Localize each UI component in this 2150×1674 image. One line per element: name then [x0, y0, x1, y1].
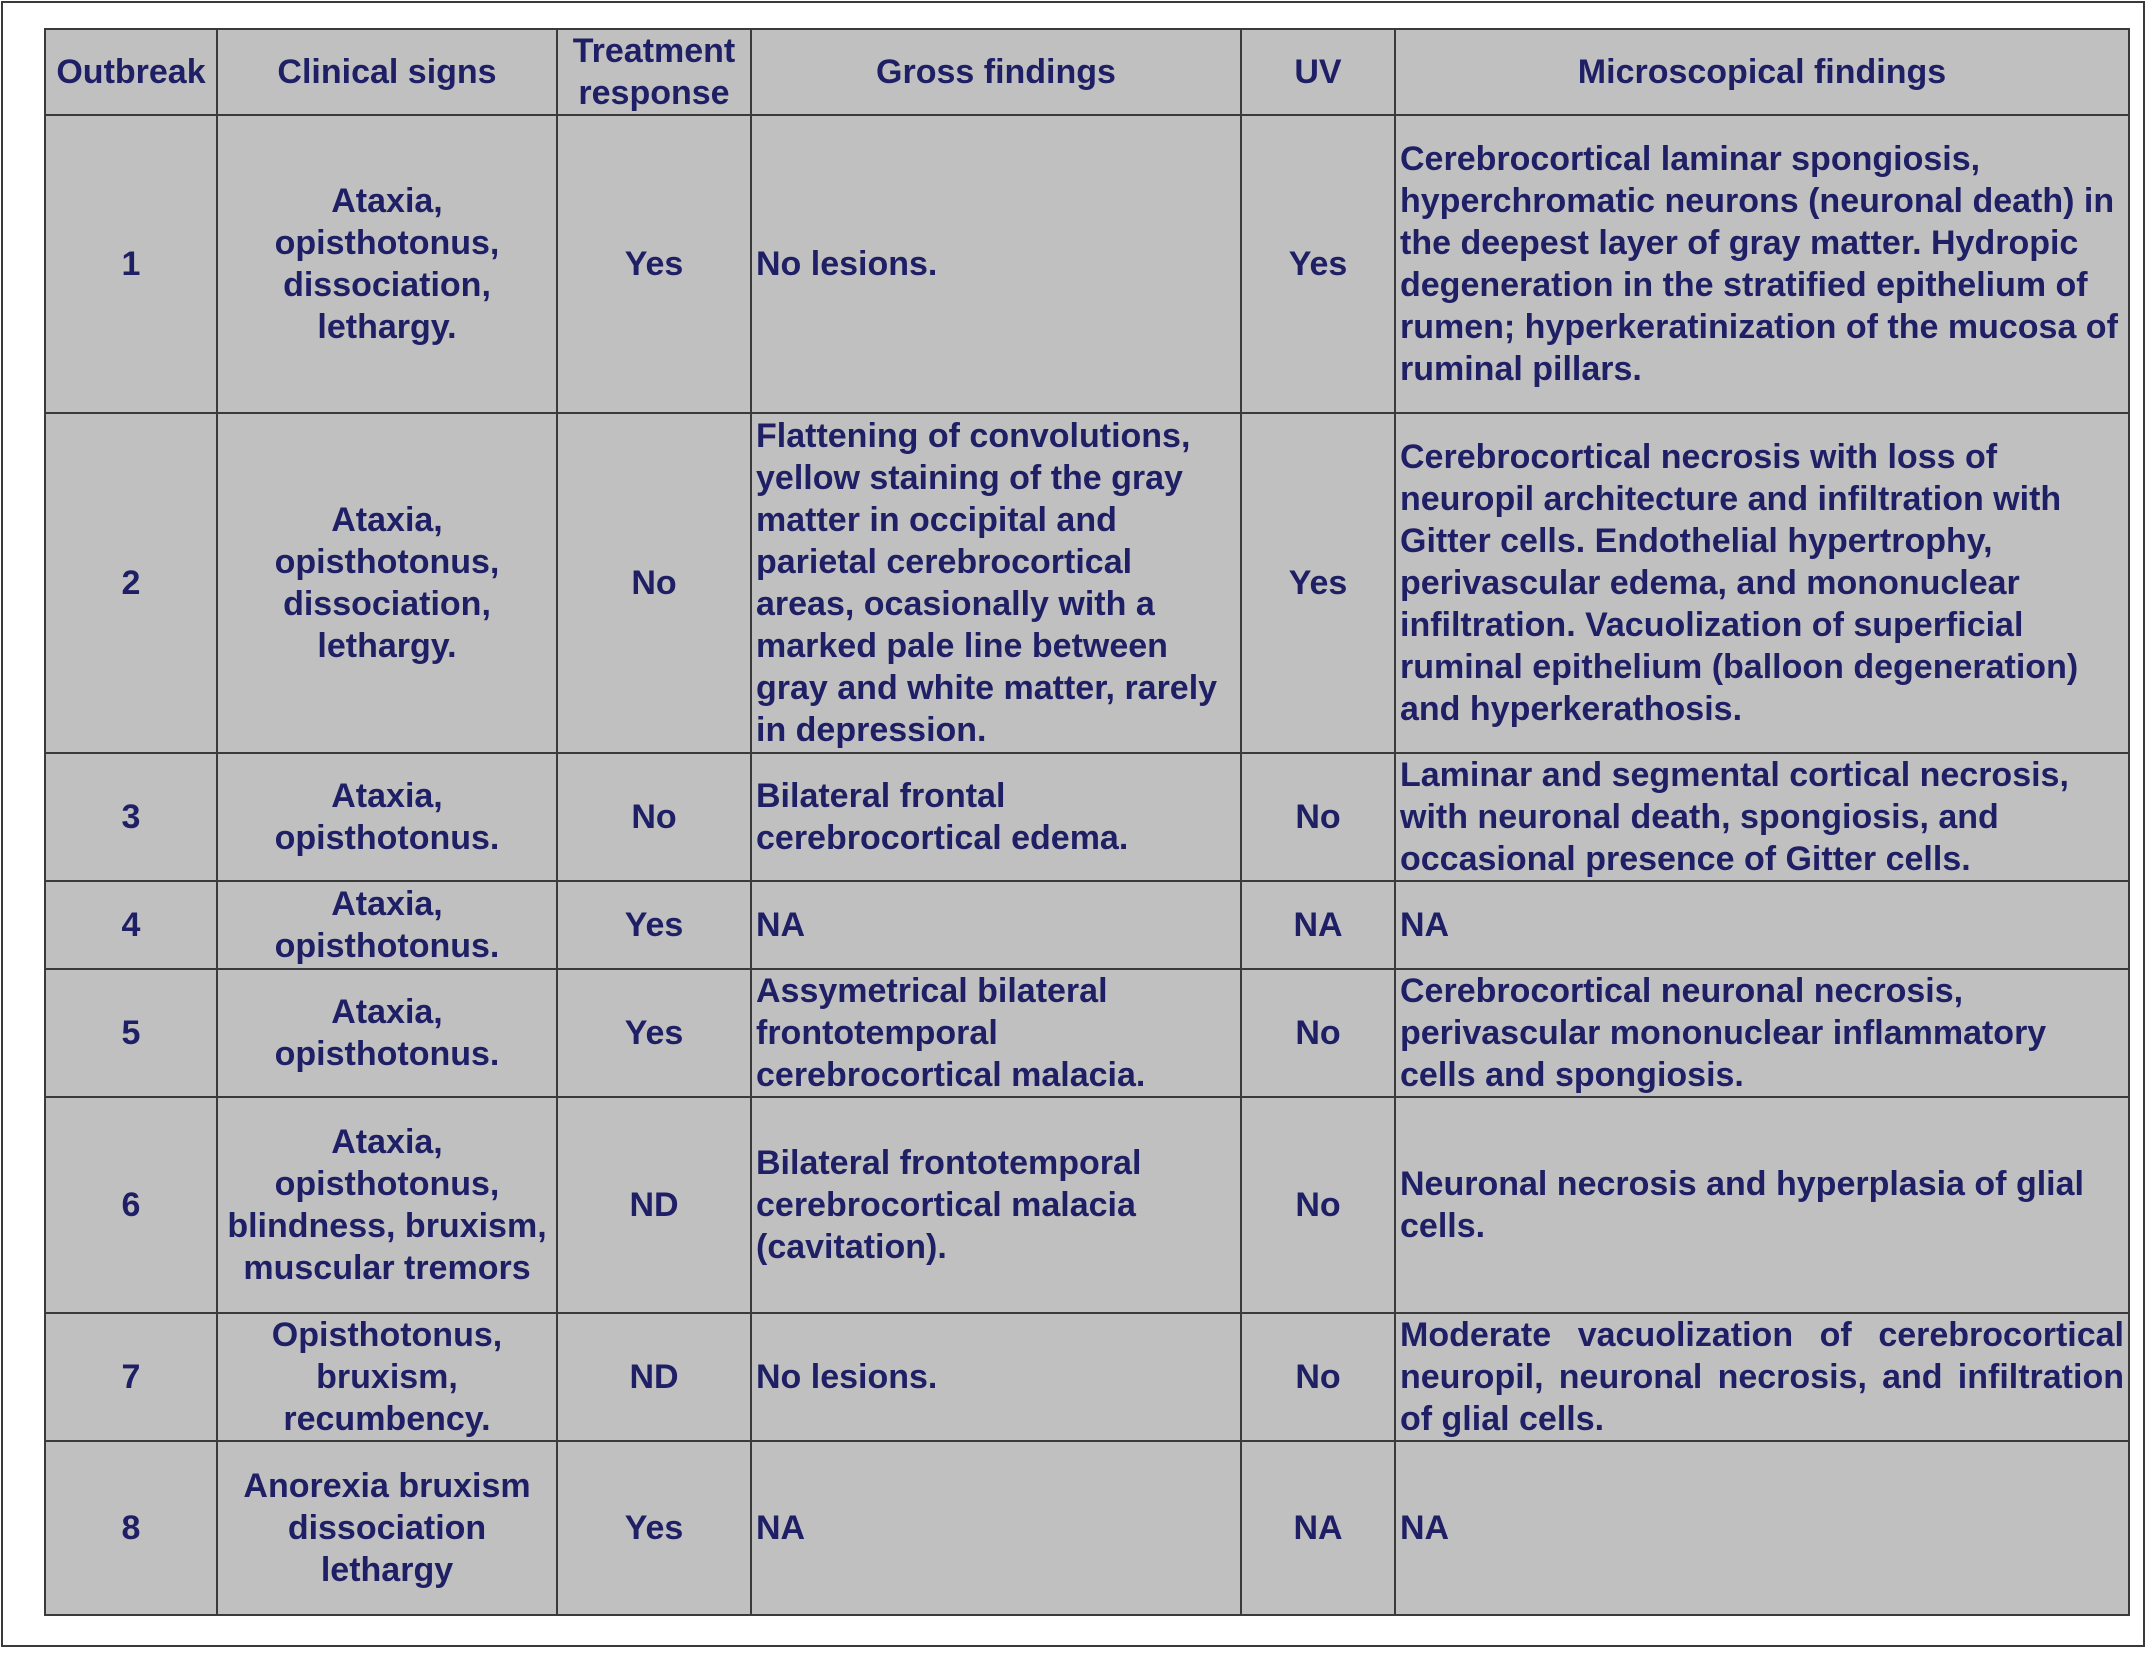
- header-outbreak: Outbreak: [45, 29, 217, 115]
- outbreak-cell: 8: [45, 1441, 217, 1615]
- uv-cell: No: [1241, 753, 1395, 881]
- table-row: [45, 1441, 2129, 1615]
- table-row: [45, 1313, 2129, 1441]
- outbreak-cell: 6: [45, 1097, 217, 1313]
- table-row: [45, 881, 2129, 969]
- outbreak-cell: 3: [45, 753, 217, 881]
- gross-findings-cell: Bilateral frontal cerebrocortical edema.: [751, 753, 1241, 881]
- microscopical-findings-cell: Cerebrocortical laminar spongiosis, hyperchromatic neurons (neuronal death) in the deepest layer of gray matter. Hydropic degeneration in the stratified epithelium of rumen; hyperkeratinization of the mucosa of ruminal pillars.: [1395, 115, 2129, 413]
- microscopical-findings-cell: Laminar and segmental cortical necrosis, with neuronal death, spongiosis, and occasional presence of Gitter cells.: [1395, 753, 2129, 881]
- gross-findings-cell: No lesions.: [751, 1313, 1241, 1441]
- clinical-signs-cell: Opisthotonus, bruxism, recumbency.: [217, 1313, 557, 1441]
- outbreak-cell: 1: [45, 115, 217, 413]
- header-gross-findings: Gross findings: [751, 29, 1241, 115]
- table-row: [45, 413, 2129, 753]
- header-treatment-response: Treatment response: [557, 29, 751, 115]
- gross-findings-cell: NA: [751, 881, 1241, 969]
- header-clinical-signs: Clinical signs: [217, 29, 557, 115]
- findings-table: [44, 28, 2130, 1616]
- outbreak-cell: 2: [45, 413, 217, 753]
- uv-cell: NA: [1241, 1441, 1395, 1615]
- table-row: [45, 969, 2129, 1097]
- clinical-signs-cell: Ataxia, opisthotonus, dissociation, lethargy.: [217, 115, 557, 413]
- microscopical-findings-cell: NA: [1395, 1441, 2129, 1615]
- header-microscopical-findings: Microscopical findings: [1395, 29, 2129, 115]
- outbreak-cell: 5: [45, 969, 217, 1097]
- gross-findings-cell: NA: [751, 1441, 1241, 1615]
- clinical-signs-cell: Ataxia, opisthotonus, dissociation, lethargy.: [217, 413, 557, 753]
- treatment-response-cell: Yes: [557, 1441, 751, 1615]
- clinical-signs-cell: Anorexia bruxism dissociation lethargy: [217, 1441, 557, 1615]
- treatment-response-cell: Yes: [557, 969, 751, 1097]
- treatment-response-cell: No: [557, 753, 751, 881]
- gross-findings-cell: Assymetrical bilateral frontotemporal cerebrocortical malacia.: [751, 969, 1241, 1097]
- uv-cell: No: [1241, 1313, 1395, 1441]
- header-uv: UV: [1241, 29, 1395, 115]
- table-row: [45, 1097, 2129, 1313]
- clinical-signs-cell: Ataxia, opisthotonus.: [217, 881, 557, 969]
- uv-cell: No: [1241, 1097, 1395, 1313]
- microscopical-findings-cell: Moderate vacuolization of cerebrocortical neuropil, neuronal necrosis, and infiltration of glial cells.: [1395, 1313, 2129, 1441]
- treatment-response-cell: ND: [557, 1313, 751, 1441]
- treatment-response-cell: ND: [557, 1097, 751, 1313]
- outbreak-cell: 4: [45, 881, 217, 969]
- gross-findings-cell: Flattening of convolutions, yellow staining of the gray matter in occipital and parietal cerebrocortical areas, ocasionally with a marked pale line between gray and white matter, rarely in depression.: [751, 413, 1241, 753]
- uv-cell: No: [1241, 969, 1395, 1097]
- treatment-response-cell: No: [557, 413, 751, 753]
- outbreak-cell: 7: [45, 1313, 217, 1441]
- microscopical-findings-cell: Neuronal necrosis and hyperplasia of glial cells.: [1395, 1097, 2129, 1313]
- clinical-signs-cell: Ataxia, opisthotonus.: [217, 969, 557, 1097]
- treatment-response-cell: Yes: [557, 881, 751, 969]
- table-row: [45, 753, 2129, 881]
- clinical-signs-cell: Ataxia, opisthotonus, blindness, bruxism, muscular tremors: [217, 1097, 557, 1313]
- uv-cell: Yes: [1241, 413, 1395, 753]
- gross-findings-cell: Bilateral frontotemporal cerebrocortical malacia (cavitation).: [751, 1097, 1241, 1313]
- uv-cell: Yes: [1241, 115, 1395, 413]
- microscopical-findings-cell: NA: [1395, 881, 2129, 969]
- microscopical-findings-cell: Cerebrocortical necrosis with loss of neuropil architecture and infiltration with Gitter cells. Endothelial hypertrophy, perivascular edema, and mononuclear infiltration. Vacuolization of superficial ruminal epithelium (balloon degeneration) and hyperkerathosis.: [1395, 413, 2129, 753]
- table-row: [45, 115, 2129, 413]
- gross-findings-cell: No lesions.: [751, 115, 1241, 413]
- microscopical-findings-cell: Cerebrocortical neuronal necrosis, perivascular mononuclear inflammatory cells and spongiosis.: [1395, 969, 2129, 1097]
- clinical-signs-cell: Ataxia, opisthotonus.: [217, 753, 557, 881]
- uv-cell: NA: [1241, 881, 1395, 969]
- treatment-response-cell: Yes: [557, 115, 751, 413]
- header-row: [45, 29, 2129, 115]
